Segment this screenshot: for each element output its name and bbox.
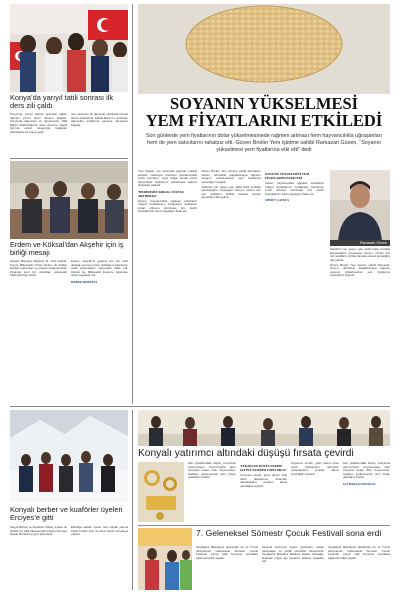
story5-para: Seydişehir Belediyesi tarafından bu yıl 7’ncisi düzenlenen Geleneksel Sömestr Çocuk Festivali, yarıyıl tatili boyunca çocuklara eğlenceli anlar yaşattı. [328, 546, 390, 560]
main-para: Güven Broiler Yem işletme sahibi Ramazan Güven, dövizdeki dalgalanmaya rağmen soyanın yükselmesinin yem fiyatlarına yansıdığını söyledi. [330, 262, 390, 277]
story3-body [10, 526, 128, 590]
story2-body [10, 260, 128, 404]
story3-para: Konya Berber ve Kuaförler Odası, üyeleri ile birlikte kış tatili kapsamında Kayseri Erciyes Kayak Merkezi’ne gezi düzenledi. [10, 526, 67, 536]
horizontal-divider [138, 525, 390, 526]
main-byline: AHMET ÇAYKUŞ [264, 198, 290, 202]
main-headline-line2: YEM FİYATLARINI ETKİLEDİ [145, 111, 383, 130]
photo-caption-bar [330, 240, 390, 246]
gold-shop-photo [138, 410, 390, 446]
main-para: Sektörün her geçen gün daha fazla zorlukla karşılaştığını vurgulayan Güven, çözüm için tüm tarafların birlikte hareket etmesi gerektiğini dile getirdi. [201, 184, 261, 199]
main-subhead: SOYANIN YÜKSELMESİ YEM FİYATLARINI ETKİLEDİ [264, 172, 310, 180]
vertical-divider [132, 410, 133, 590]
story1-body [10, 113, 128, 157]
story2-para: Erdem, Akşehir’in gelişimi için her türlü desteği vermeye hazır olduklarını belirterek, ortak çalışmaların süreceğini ifade etti. Köksal ise Milletvekili Erdem’e ilgisinden dolayı teşekkür etti. [71, 260, 128, 277]
main-para: Sektörün her geçen gün daha fazla zorlukla karşılaştığını vurgulayan Güven, çözüm için tüm tarafların birlikte hareket etmesi gerektiğini dile getirdi. [330, 248, 390, 262]
soybean-grain-photo [138, 4, 390, 94]
story4-para: Kuyumcu esnafı, gram altının kısa süreli düşüşünün ardından vatandaşların yeniden altına yöneldiğini söyledi. [239, 473, 287, 488]
story5-para: Seydişehir Belediyesi tarafından bu yıl 7’ncisi düzenlenen Geleneksel Sömestr Çocuk Festivali, yarıyıl tatili boyunca çocuklara eğlenceli anlar yaşattı. [196, 546, 258, 560]
story1-headline: Konya’da yarıyıl tatili sonrası ilk ders zili çaldı [10, 93, 114, 111]
ramazan-guven-photo [330, 170, 390, 242]
story5-para: Festival süresince tiyatro gösterileri, atölye çalışmaları ve çeşitli etkinlikler düzenlendi. Seydişehir Belediye Başkanı Hasan Ustaoğlu, festivale yoğun ilgi gösteren ailelere teşekkür etti. [262, 546, 324, 563]
story5-body [196, 546, 390, 590]
story2-para: Akşehir Belediye Başkanı Dr. Nuri Köksal, Konya Milletvekili Orhan Erdem ile birlikte ilçedeki yatırımları ve projeleri değerlendirdi. Ziyarette kent için yürütülen çalışmalar hakkında bilgi verildi. [10, 260, 67, 277]
main-deck: Son günlerde yem fiyatlarının dolar yükselmesinede rağmen artması hem hayvancılıkla uğraşanları hem de yem satıcılarını rahatsız etti. Güven Broiler Yem işletme sahibi Ramazan Güven, “Soyanın yükselmesi yem fiyatlarına etki etti” dedi [145, 133, 383, 153]
main-para: Güven, hayvancılıkla uğraşan üreticilerin maliyet hesaplarının zorlaştığını belirterek, kırsal nüfusun artırılması için üretici desteklerinin önem taşıdığını ifade etti. [264, 181, 324, 196]
story4-para: Altın fiyatlarındaki düşüş, Konya’da yatırımcıların kuyumculara akın etmesine neden oldu. Kuyumcular, fiyatların gerilemesinin alım fırsatı yarattığını belirtti. [188, 462, 236, 479]
horizontal-divider [10, 406, 390, 407]
story4-byline: ALİ HAKAN AYDOĞAN [342, 481, 376, 486]
erciyes-snow-photo [10, 410, 128, 502]
main-body [138, 170, 324, 402]
photo-caption: Ramazan Güven [360, 241, 387, 245]
story4-para: Altın fiyatlarındaki düşüş, Konya’da yatırımcıların kuyumculara akın etmesine neden oldu. Kuyumcular, fiyatların gerilemesinin alım fırsatı yarattığını belirtti. [342, 462, 390, 479]
officials-photo [10, 161, 128, 239]
story5-headline: 7. Geleneksel Sömestr Çocuk Festivali sona erdi [196, 528, 382, 538]
story1-para: Yeni dönemin ilk gününde okullarda bayrak töreni düzenlendi. İstiklal Marşı’nın ardından öğrenciler sınıflarına geçerek derslerine başladı. [71, 113, 128, 127]
story3-headline: Konyalı berber ve kuaförler üyeleri Erciyes’e gitti [10, 505, 123, 523]
story1-para: Konya’da, yarıyıl tatilinin ardından eğitim öğretim yılının ikinci dönemi başladı. Konya’da öğrenciler ve öğretmenler, Milli Eğitim Müdürlüğünce ikinci döneme ‘Haydi Ilgın’da okula’ sloganıyla başlayan etkinliklerle bir araya geldi. [10, 113, 67, 134]
story4-headline: Konyalı yatırımcı altındaki düşüşü fırsata çevirdi [138, 448, 354, 459]
gold-jewelry-photo [138, 462, 184, 522]
festival-children-photo [138, 528, 192, 590]
story3-para: Etkinliğe katılan üyeler hem kayak yapma imkanı buldu hem de karın keyfini doyasıya yaşadı. [71, 526, 128, 536]
main-headline-line1: SOYANIN YÜKSELMESİ [169, 94, 359, 113]
story4-body [188, 462, 390, 524]
school-children-photo [10, 4, 128, 92]
main-subhead: ‘HEDEFİMİZ KIRSAL NÜFUSU ARTIRMAK’ [138, 189, 185, 198]
story4-subhead: ‘YÜKSELEN DÖVİZ YERİNE ALTINA YATIRIM YAPIYORUZ’ [239, 464, 287, 472]
story2-headline: Erdem ve Köksal’dan Akşehir için iş birliği mesajı [10, 240, 124, 258]
main-para: Yem fiyatları, son dönemde yaşanan maliyet artışları nedeniyle üreticinin gündemindeki yerini korurken, soya başta olmak üzere hammadde fiyatlarının yükselmesi sektörü doğrudan etkiledi. [138, 170, 198, 187]
story4-para: Kuyumcu esnafı, gram altının kısa süreli düşüşünün ardından vatandaşların yeniden altına yöneldiğini söyledi. [291, 462, 339, 476]
divider [10, 158, 128, 159]
main-body-right [330, 248, 390, 402]
main-para: Güven Broiler Yem işletme sahibi Ramazan Güven, dövizdeki dalgalanmaya rağmen soyanın yükselmesinin yem fiyatlarına yansıdığını söyledi. [201, 170, 261, 184]
story2-byline: HABER MERKEZİ [71, 279, 97, 284]
main-para: Güven, hayvancılıkla uğraşan üreticilerin maliyet hesaplarının zorlaştığını belirterek, kırsal nüfusun artırılması için üretici desteklerinin önem taşıdığını ifade etti. [138, 198, 198, 213]
vertical-divider [132, 4, 133, 404]
